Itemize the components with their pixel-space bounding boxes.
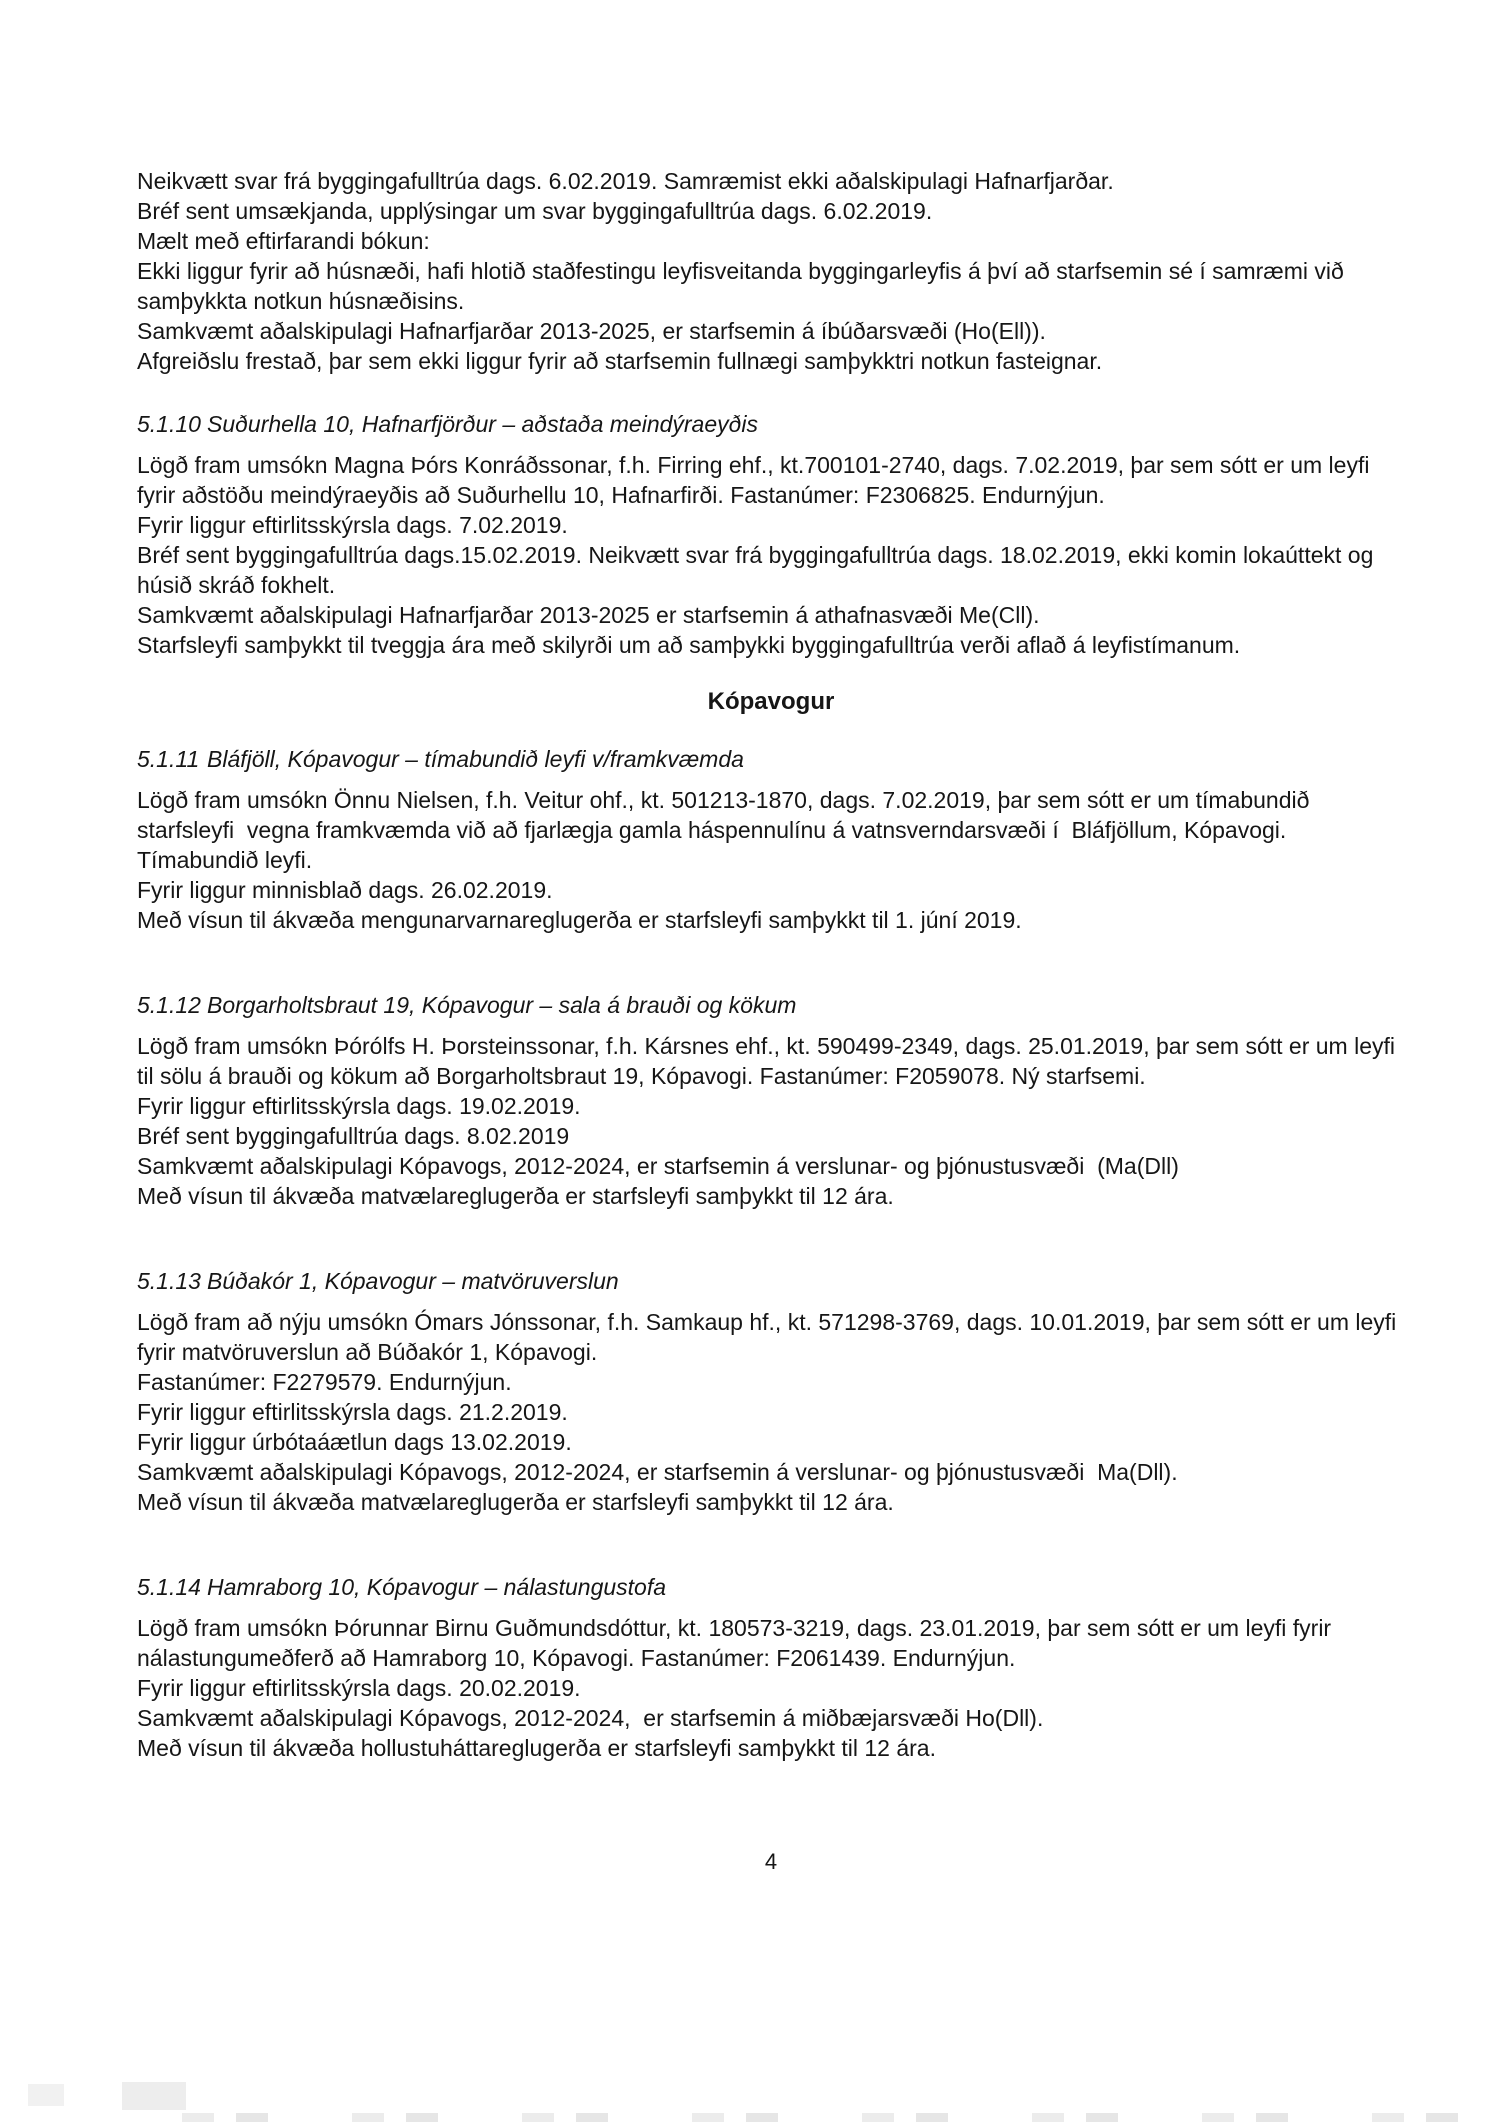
region-heading: Kópavogur <box>707 688 835 715</box>
paragraph: Lögð fram umsókn Magna Þórs Konráðssonar, f.h. Firring ehf., kt.700101-2740, dags. 7.02.2019, þar sem sótt er um leyfi fyrir aðstöðu meindýraeyðis að Suðurhellu 10, Hafnarfirði. Fastanúmer: F2306825. Endurnýjun. <box>137 452 1376 508</box>
paragraph: Lögð fram umsókn Önnu Nielsen, f.h. Veitur ohf., kt. 501213-1870, dags. 7.02.2019, þar sem sótt er um tímabundið starfsleyfi vegna framkvæmda við að fjarlægja gamla háspennulínu á vatnsverndarsvæði í Bláfjöllum, Kópavogi. Tímabundið leyfi. <box>137 787 1316 873</box>
paragraph: Lögð fram umsókn Þórunnar Birnu Guðmundsdóttur, kt. 180573-3219, dags. 23.01.2019, þar sem sótt er um leyfi fyrir nálastungumeðferð að Hamraborg 10, Kópavogi. Fastanúmer: F2061439. Endurnýjun. <box>137 1615 1338 1671</box>
paragraph: Með vísun til ákvæða hollustuháttareglugerða er starfsleyfi samþykkt til 12 ára. <box>137 1735 936 1761</box>
paragraph: Starfsleyfi samþykkt til tveggja ára með skilyrði um að samþykki byggingafulltrúa verði aflað á leyfistímanum. <box>137 632 1241 658</box>
paragraph: Neikvætt svar frá byggingafulltrúa dags. 6.02.2019. Samræmist ekki aðalskipulagi Hafnarfjarðar. <box>137 168 1114 194</box>
page-number: 4 <box>764 1849 778 1874</box>
paragraph: Lögð fram að nýju umsókn Ómars Jónssonar, f.h. Samkaup hf., kt. 571298-3769, dags. 10.01.2019, þar sem sótt er um leyfi fyrir matvöruverslun að Búðakór 1, Kópavogi. <box>137 1309 1403 1365</box>
paragraph: Fyrir liggur eftirlitsskýrsla dags. 21.2.2019. <box>137 1399 568 1425</box>
paragraph: Lögð fram umsókn Þórólfs H. Þorsteinssonar, f.h. Kársnes ehf., kt. 590499-2349, dags. 25.01.2019, þar sem sótt er um leyfi til sölu á brauði og kökum að Borgarholtsbraut 19, Kópavogi. Fastanúmer: F2059078. Ný starfsemi. <box>137 1033 1402 1089</box>
section-5-1-13 <box>137 1266 1405 1517</box>
paragraph: Samkvæmt aðalskipulagi Kópavogs, 2012-2024, er starfsemin á verslunar- og þjónustusvæði (Ma(Dll) <box>137 1153 1179 1179</box>
intro-block <box>137 166 1405 376</box>
section-5-1-10 <box>137 409 1405 660</box>
section-heading <box>137 1266 1405 1296</box>
paragraph: Bréf sent umsækjanda, upplýsingar um svar byggingafulltrúa dags. 6.02.2019. <box>137 198 933 224</box>
section-5-1-12 <box>137 990 1405 1211</box>
section-5-1-14 <box>137 1572 1405 1763</box>
paragraph: Fyrir liggur minnisblað dags. 26.02.2019. <box>137 877 553 903</box>
paragraph: Bréf sent byggingafulltrúa dags. 8.02.2019 <box>137 1123 570 1149</box>
paragraph: Fyrir liggur eftirlitsskýrsla dags. 7.02.2019. <box>137 512 568 538</box>
section-heading <box>137 1572 1405 1602</box>
paragraph: Samkvæmt aðalskipulagi Kópavogs, 2012-2024, er starfsemin á miðbæjarsvæði Ho(Dll). <box>137 1705 1044 1731</box>
section-heading <box>137 409 1405 439</box>
section-title: Borgarholtsbraut 19, Kópavogur – sala á brauði og kökum <box>207 992 797 1018</box>
paragraph: Mælt með eftirfarandi bókun: <box>137 228 430 254</box>
section-title: Hamraborg 10, Kópavogur – nálastungustofa <box>207 1574 667 1600</box>
scan-artifact <box>122 2082 186 2110</box>
paragraph: Með vísun til ákvæða matvælareglugerða er starfsleyfi samþykkt til 12 ára. <box>137 1489 894 1515</box>
section-heading <box>137 990 1405 1020</box>
section-title: Bláfjöll, Kópavogur – tímabundið leyfi v/framkvæmda <box>207 746 744 772</box>
paragraph: Afgreiðslu frestað, þar sem ekki liggur fyrir að starfsemin fullnægi samþykktri notkun fasteignar. <box>137 348 1103 374</box>
paragraph: Ekki liggur fyrir að húsnæði, hafi hlotið staðfestingu leyfisveitanda byggingarleyfis á því að starfsemin sé í samræmi við samþykkta notkun húsnæðisins. <box>137 258 1351 314</box>
section-number: 5.1.10 <box>137 411 201 437</box>
paragraph: Með vísun til ákvæða matvælareglugerða er starfsleyfi samþykkt til 12 ára. <box>137 1183 894 1209</box>
section-title: Suðurhella 10, Hafnarfjörður – aðstaða meindýraeyðis <box>207 411 759 437</box>
section-number: 5.1.14 <box>137 1574 201 1600</box>
paragraph: Fyrir liggur eftirlitsskýrsla dags. 19.02.2019. <box>137 1093 581 1119</box>
section-number: 5.1.12 <box>137 992 201 1018</box>
scan-artifact <box>140 2113 1500 2122</box>
section-5-1-11 <box>137 744 1405 935</box>
paragraph: Samkvæmt aðalskipulagi Hafnarfjarðar 2013-2025 er starfsemin á athafnasvæði Me(Cll). <box>137 602 1040 628</box>
paragraph: Bréf sent byggingafulltrúa dags.15.02.2019. Neikvætt svar frá byggingafulltrúa dags. 18.02.2019, ekki komin lokaúttekt og húsið skráð fokhelt. <box>137 542 1380 598</box>
paragraph: Fastanúmer: F2279579. Endurnýjun. <box>137 1369 512 1395</box>
section-title: Búðakór 1, Kópavogur – matvöruverslun <box>207 1268 619 1294</box>
paragraph: Samkvæmt aðalskipulagi Hafnarfjarðar 2013-2025, er starfsemin á íbúðarsvæði (Ho(Ell)). <box>137 318 1046 344</box>
section-heading <box>137 744 1405 774</box>
paragraph: Með vísun til ákvæða mengunarvarnareglugerða er starfsleyfi samþykkt til 1. júní 2019. <box>137 907 1022 933</box>
section-number: 5.1.13 <box>137 1268 201 1294</box>
paragraph: Samkvæmt aðalskipulagi Kópavogs, 2012-2024, er starfsemin á verslunar- og þjónustusvæði Ma(Dll). <box>137 1459 1178 1485</box>
paragraph: Fyrir liggur úrbótaáætlun dags 13.02.2019. <box>137 1429 572 1455</box>
scan-artifact <box>28 2084 64 2106</box>
paragraph: Fyrir liggur eftirlitsskýrsla dags. 20.02.2019. <box>137 1675 581 1701</box>
section-number: 5.1.11 <box>137 746 200 772</box>
